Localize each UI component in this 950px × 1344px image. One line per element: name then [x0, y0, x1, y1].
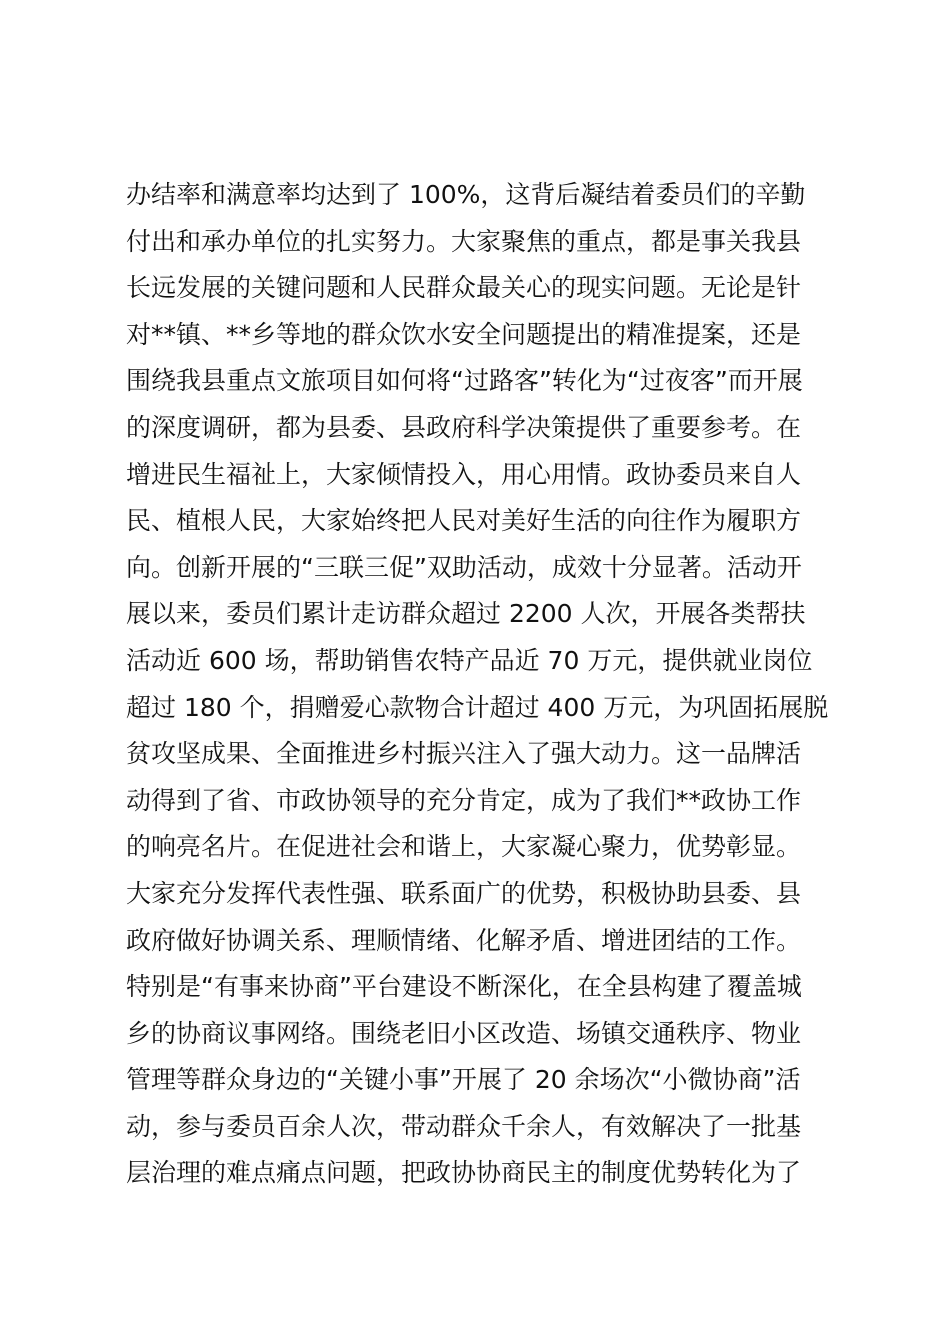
- body-paragraph: [126, 172, 846, 1197]
- text-line: 乡的协商议事网络。围绕老旧小区改造、场镇交通秩序、物业: [126, 1018, 802, 1048]
- text-line: 超过 180 个，捐赠爱心款物合计超过 400 万元，为巩固拓展脱: [126, 692, 829, 722]
- text-line: 特别是“有事来协商”平台建设不断深化，在全县构建了覆盖城: [126, 972, 802, 1002]
- text-line: 贫攻坚成果、全面推进乡村振兴注入了强大动力。这一品牌活: [126, 739, 802, 769]
- text-line: 的响亮名片。在促进社会和谐上，大家凝心聚力，优势彰显。: [126, 832, 802, 862]
- text-line: 长远发展的关键问题和人民群众最关心的现实问题。无论是针: [126, 273, 802, 303]
- text-line: 活动近 600 场，帮助销售农特产品近 70 万元，提供就业岗位: [126, 645, 813, 675]
- text-line: 围绕我县重点文旅项目如何将“过路客”转化为“过夜客”而开展: [126, 366, 803, 396]
- text-line: 层治理的难点痛点问题，把政协协商民主的制度优势转化为了: [126, 1158, 802, 1188]
- text-line: 办结率和满意率均达到了 100%，这背后凝结着委员们的辛勤: [126, 180, 806, 209]
- text-line: 对**镇、**乡等地的群众饮水安全问题提出的精准提案，还是: [126, 319, 802, 349]
- text-line: 付出和承办单位的扎实努力。大家聚焦的重点，都是事关我县: [126, 226, 802, 256]
- text-line: 展以来，委员们累计走访群众超过 2200 人次，开展各类帮扶: [126, 599, 806, 629]
- text-line: 管理等群众身边的“关键小事”开展了 20 余场次“小微协商”活: [126, 1065, 801, 1095]
- text-line: 向。创新开展的“三联三促”双助活动，成效十分显著。活动开: [126, 552, 802, 582]
- text-line: 增进民生福祉上，大家倾情投入，用心用情。政协委员来自人: [126, 459, 802, 489]
- text-line: 民、植根人民，大家始终把人民对美好生活的向往作为履职方: [126, 506, 802, 536]
- text-line: 大家充分发挥代表性强、联系面广的优势，积极协助县委、县: [126, 878, 802, 908]
- text-line: 政府做好协调关系、理顺情绪、化解矛盾、增进团结的工作。: [126, 925, 802, 955]
- text-line: 动，参与委员百余人次，带动群众千余人，有效解决了一批基: [126, 1111, 802, 1141]
- text-line: 的深度调研，都为县委、县政府科学决策提供了重要参考。在: [126, 412, 802, 442]
- text-line: 动得到了省、市政协领导的充分肯定，成为了我们**政协工作: [126, 785, 802, 815]
